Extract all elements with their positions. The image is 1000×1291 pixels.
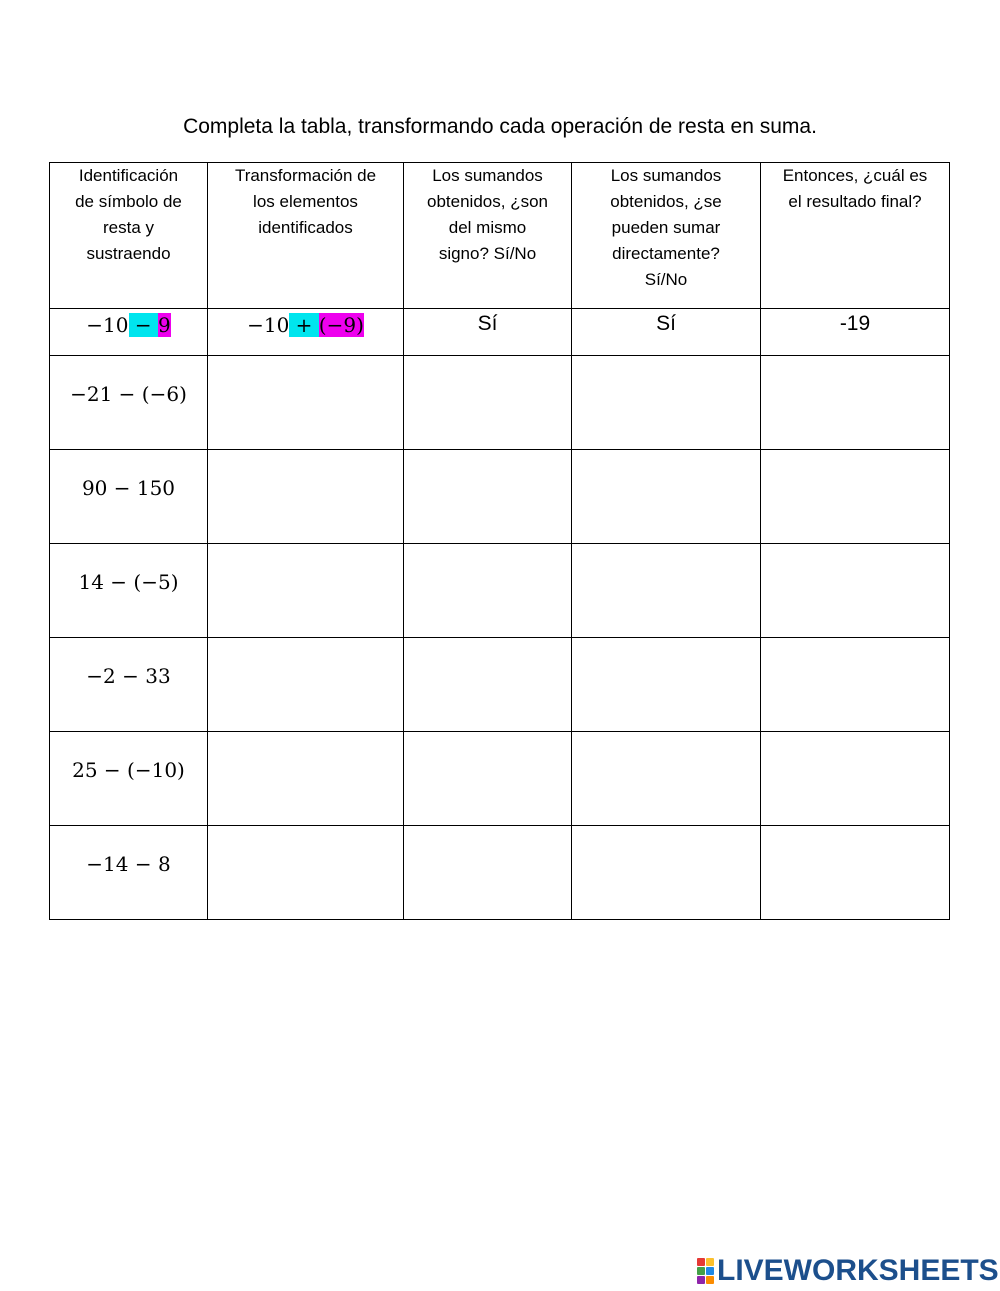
exercise-operation: 90 − 150 — [50, 450, 208, 544]
instruction-text: Completa la tabla, transformando cada operación de resta en suma. — [183, 115, 817, 138]
header-row — [50, 163, 950, 309]
highlight-opposite: (−9) — [318, 313, 364, 337]
example-row — [50, 309, 950, 356]
highlight-minus: − — [128, 313, 158, 337]
answer-same-sign-cell[interactable] — [404, 638, 572, 732]
exercise-operation: −21 − (−6) — [50, 356, 208, 450]
answer-same-sign-cell[interactable] — [404, 732, 572, 826]
example-direct-sum: Sí — [572, 309, 761, 356]
exercise-operation: 25 − (−10) — [50, 732, 208, 826]
example-operation: −10 − 9 — [50, 309, 208, 356]
table-row — [50, 450, 950, 544]
answer-transformation-cell[interactable] — [208, 544, 404, 638]
answer-same-sign-cell[interactable] — [404, 356, 572, 450]
header-same-sign: Los sumandos obtenidos, ¿son del mismo signo? Sí/No — [404, 163, 572, 309]
answer-same-sign-cell[interactable] — [404, 544, 572, 638]
answer-result-cell[interactable] — [761, 544, 950, 638]
logo-text: LIVEWORKSHEETS — [717, 1254, 999, 1287]
answer-transformation-cell[interactable] — [208, 638, 404, 732]
answer-direct-sum-cell[interactable] — [572, 638, 761, 732]
answer-direct-sum-cell[interactable] — [572, 356, 761, 450]
table-row — [50, 826, 950, 920]
answer-same-sign-cell[interactable] — [404, 450, 572, 544]
highlight-subtrahend: 9 — [157, 313, 171, 337]
header-result: Entonces, ¿cuál es el resultado final? — [761, 163, 950, 309]
answer-transformation-cell[interactable] — [208, 732, 404, 826]
answer-result-cell[interactable] — [761, 732, 950, 826]
answer-transformation-cell[interactable] — [208, 356, 404, 450]
answer-direct-sum-cell[interactable] — [572, 544, 761, 638]
answer-transformation-cell[interactable] — [208, 450, 404, 544]
table-row — [50, 544, 950, 638]
table-row — [50, 732, 950, 826]
answer-direct-sum-cell[interactable] — [572, 450, 761, 544]
answer-result-cell[interactable] — [761, 356, 950, 450]
table-row — [50, 638, 950, 732]
header-direct-sum: Los sumandos obtenidos, ¿se pueden sumar directamente? Sí/No — [572, 163, 761, 309]
example-result: -19 — [761, 309, 950, 356]
logo-mark-icon — [697, 1258, 714, 1284]
example-same-sign: Sí — [404, 309, 572, 356]
answer-direct-sum-cell[interactable] — [572, 732, 761, 826]
exercise-operation: 14 − (−5) — [50, 544, 208, 638]
example-transformation: −10 + (−9) — [208, 309, 404, 356]
header-transformation: Transformación de los elementos identificados — [208, 163, 404, 309]
table-row — [50, 356, 950, 450]
answer-result-cell[interactable] — [761, 450, 950, 544]
answer-transformation-cell[interactable] — [208, 826, 404, 920]
highlight-plus: + — [289, 313, 319, 337]
exercise-operation: −14 − 8 — [50, 826, 208, 920]
answer-same-sign-cell[interactable] — [404, 826, 572, 920]
answer-result-cell[interactable] — [761, 638, 950, 732]
exercise-operation: −2 − 33 — [50, 638, 208, 732]
answer-direct-sum-cell[interactable] — [572, 826, 761, 920]
answer-result-cell[interactable] — [761, 826, 950, 920]
worksheet-table — [49, 162, 950, 920]
liveworksheets-logo[interactable] — [697, 1255, 999, 1287]
header-identification: Identificación de símbolo de resta y sustraendo — [50, 163, 208, 309]
